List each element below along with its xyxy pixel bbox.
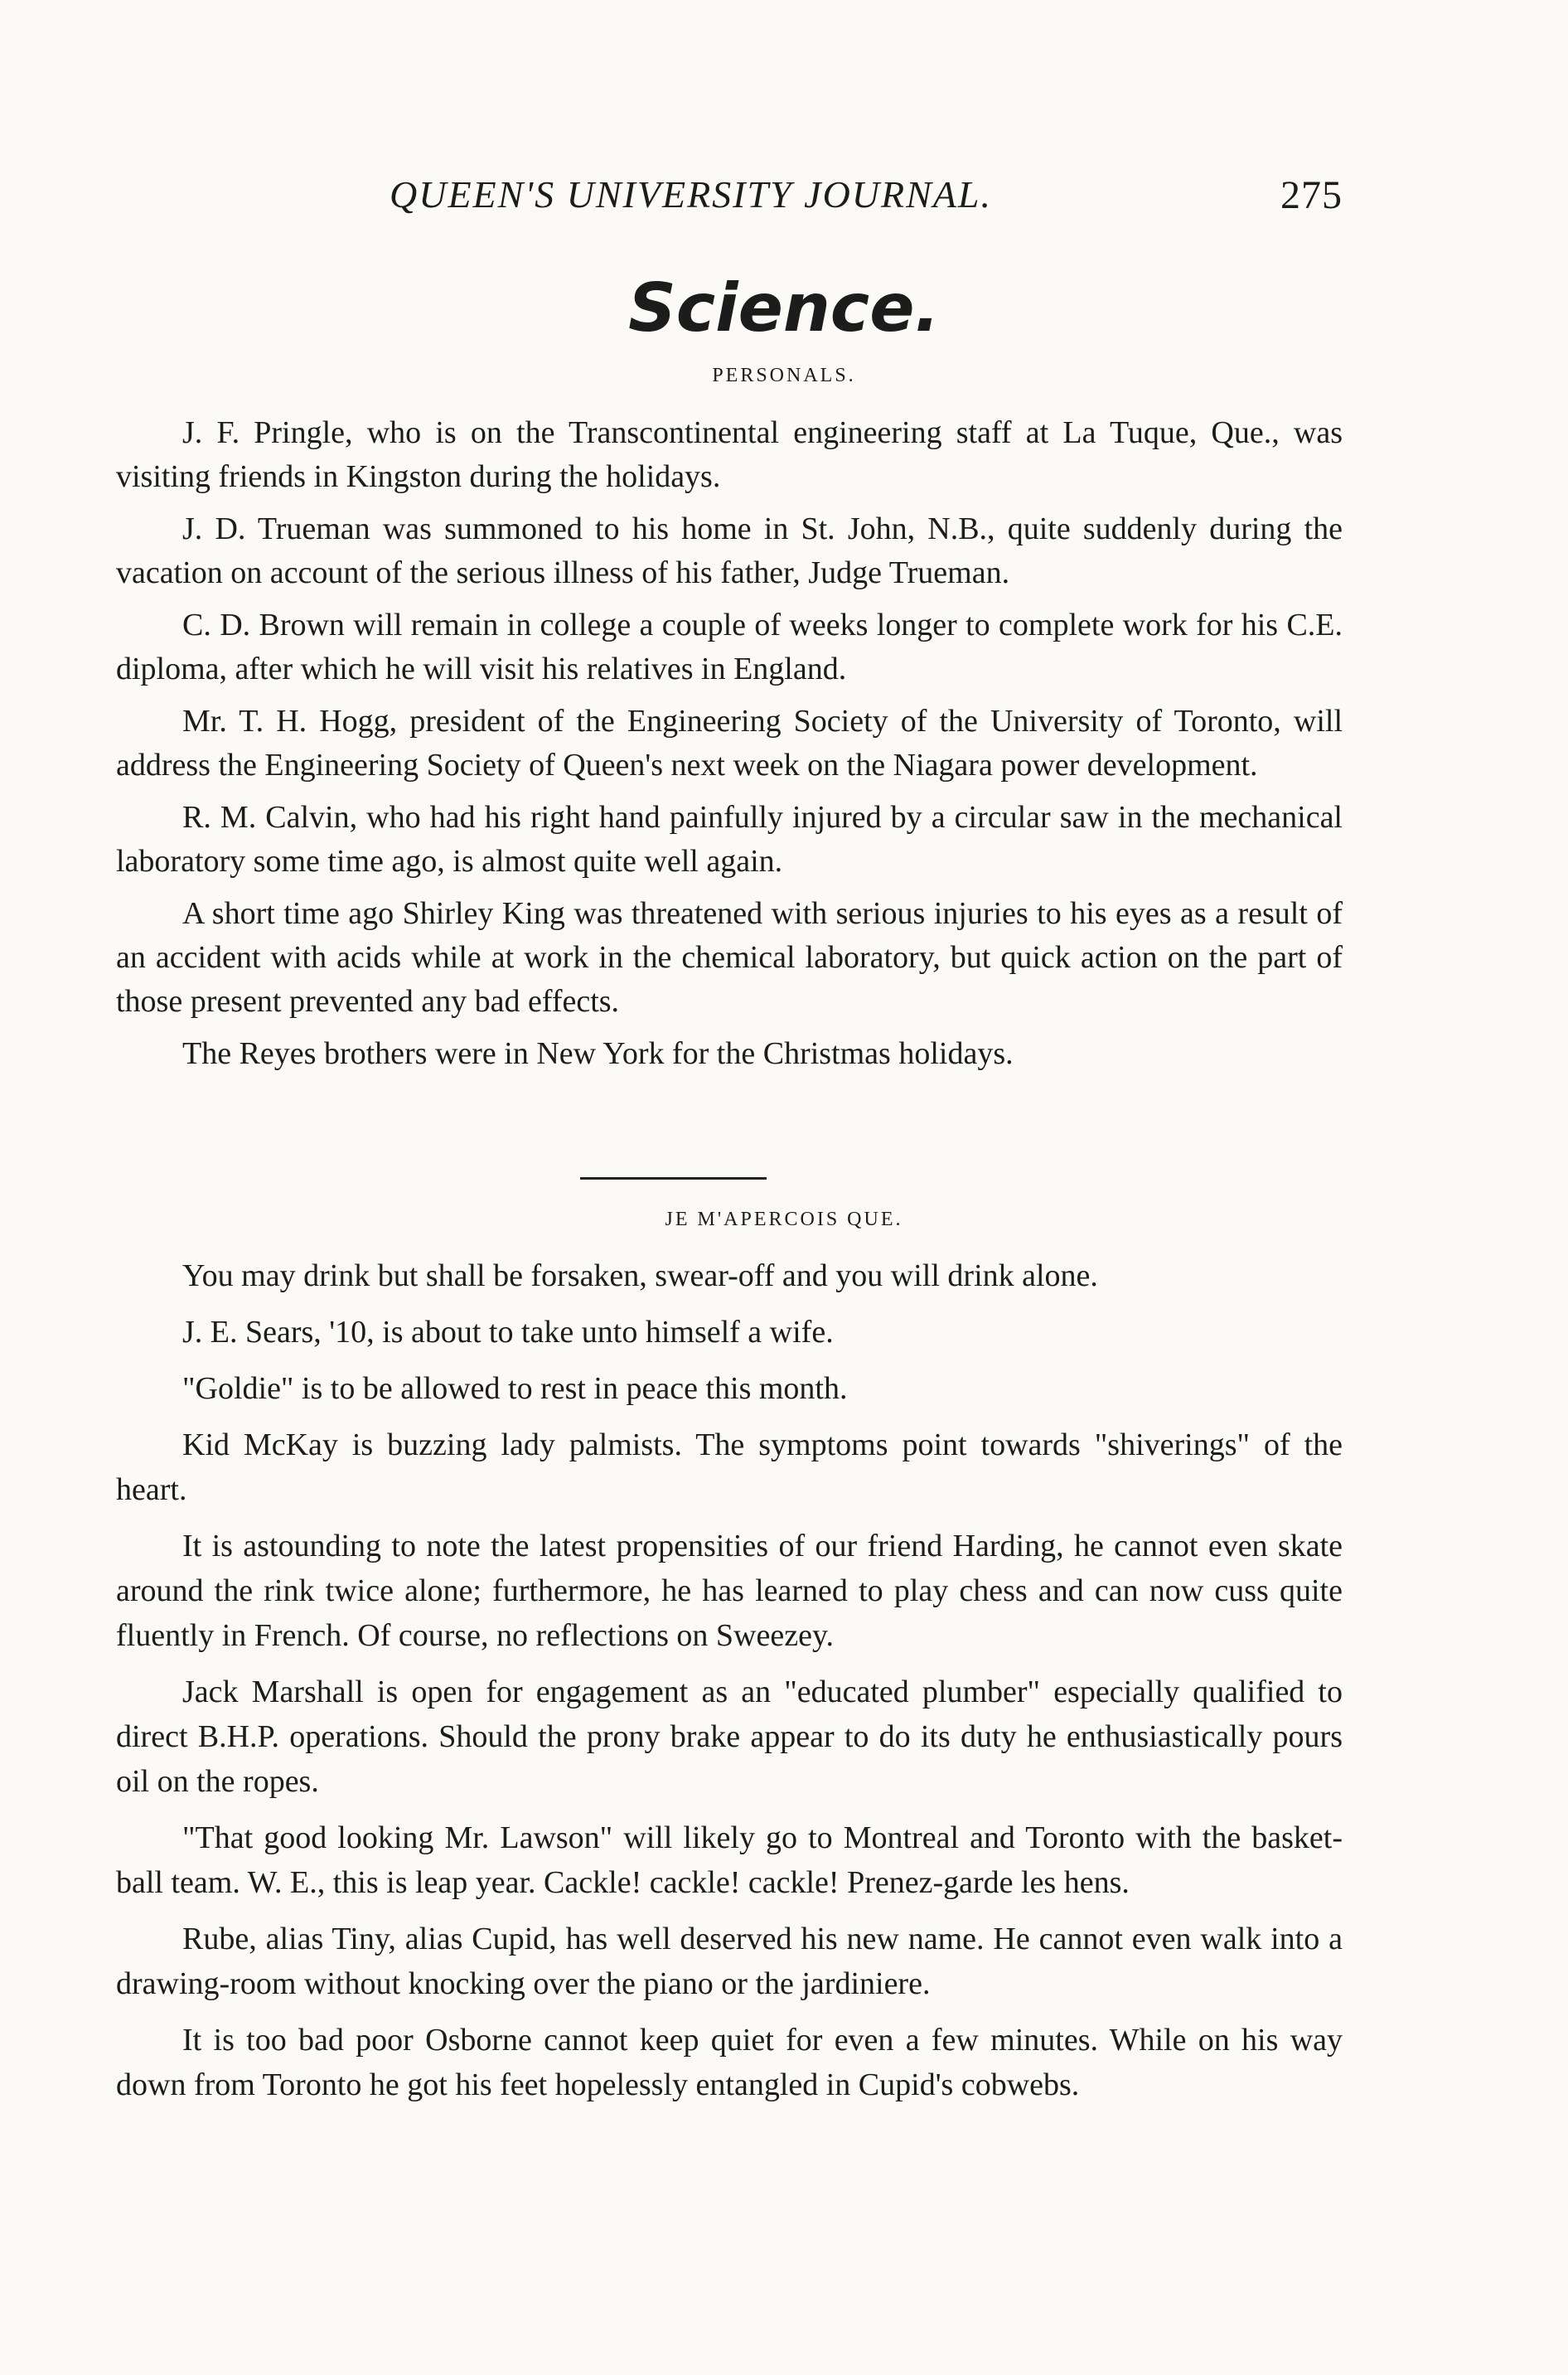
personal-item: C. D. Brown will remain in college a couple of weeks longer to complete work for his C.E. diploma, after which he will visit his relatives in England. [116, 608, 1343, 686]
page-number: 275 [1280, 173, 1343, 217]
personal-item: The Reyes brothers were in New York for the Christmas holidays. [182, 1036, 1014, 1071]
personal-item: J. F. Pringle, who is on the Transcontinental engineering staff at La Tuque, Que., was visiting friends in Kingston during the holidays. [116, 415, 1343, 494]
note-item: Kid McKay is buzzing lady palmists. The symptoms point towards "shiverings" of the heart. [116, 1427, 1343, 1507]
note-item: Jack Marshall is open for engagement as an "educated plumber" especially qualified to direct B.H.P. operations. Should the prony brake appear to do its duty he enthusiastically pours oil on the ropes. [116, 1675, 1343, 1799]
note-item: It is astounding to note the latest propensities of our friend Harding, he cannot even skate around the rink twice alone; furthermore, he has learned to play chess and can now cuss quite fluently in French. Of course, no reflections on Sweezey. [116, 1529, 1343, 1653]
section-divider [580, 1177, 767, 1180]
section-title: Science. [628, 269, 940, 347]
note-item: Rube, alias Tiny, alias Cupid, has well deserved his new name. He cannot even walk into a drawing-room without knocking over the piano or the jardiniere. [116, 1922, 1343, 2001]
personal-item: Mr. T. H. Hogg, president of the Engineering Society of the University of Toronto, will address the Engineering Society of Queen's next week on the Niagara power development. [116, 704, 1343, 783]
je-mapercois-heading: JE M'APERCOIS QUE. [665, 1209, 903, 1230]
note-item: J. E. Sears, '10, is about to take unto himself a wife. [182, 1315, 834, 1350]
personal-item: A short time ago Shirley King was threatened with serious injuries to his eyes as a result of an accident with acids while at work in the chemical laboratory, but quick action on the part of those present prevented any bad effects. [116, 896, 1343, 1019]
journal-title: QUEEN'S UNIVERSITY JOURNAL. [390, 173, 992, 216]
personals-section [116, 411, 1343, 1084]
note-item: It is too bad poor Osborne cannot keep quiet for even a few minutes. While on his way down from Toronto he got his feet hopelessly entangled in Cupid's cobwebs. [116, 2023, 1343, 2102]
note-item: "That good looking Mr. Lawson" will likely go to Montreal and Toronto with the basket-ball team. W. E., this is leap year. Cackle! cackle! cackle! Prenez-garde les hens. [116, 1820, 1343, 1900]
personal-item: J. D. Trueman was summoned to his home in St. John, N.B., quite suddenly during the vacation on account of the serious illness of his father, Judge Trueman. [116, 511, 1343, 590]
note-item: "Goldie" is to be allowed to rest in peace this month. [182, 1371, 848, 1406]
personals-heading: PERSONALS. [712, 365, 856, 386]
running-head [390, 172, 1343, 230]
personal-item: R. M. Calvin, who had his right hand painfully injured by a circular saw in the mechanical laboratory some time ago, is almost quite well again. [116, 800, 1343, 879]
note-item: You may drink but shall be forsaken, swear-off and you will drink alone. [182, 1258, 1098, 1293]
je-mapercois-section [116, 1253, 1343, 2119]
